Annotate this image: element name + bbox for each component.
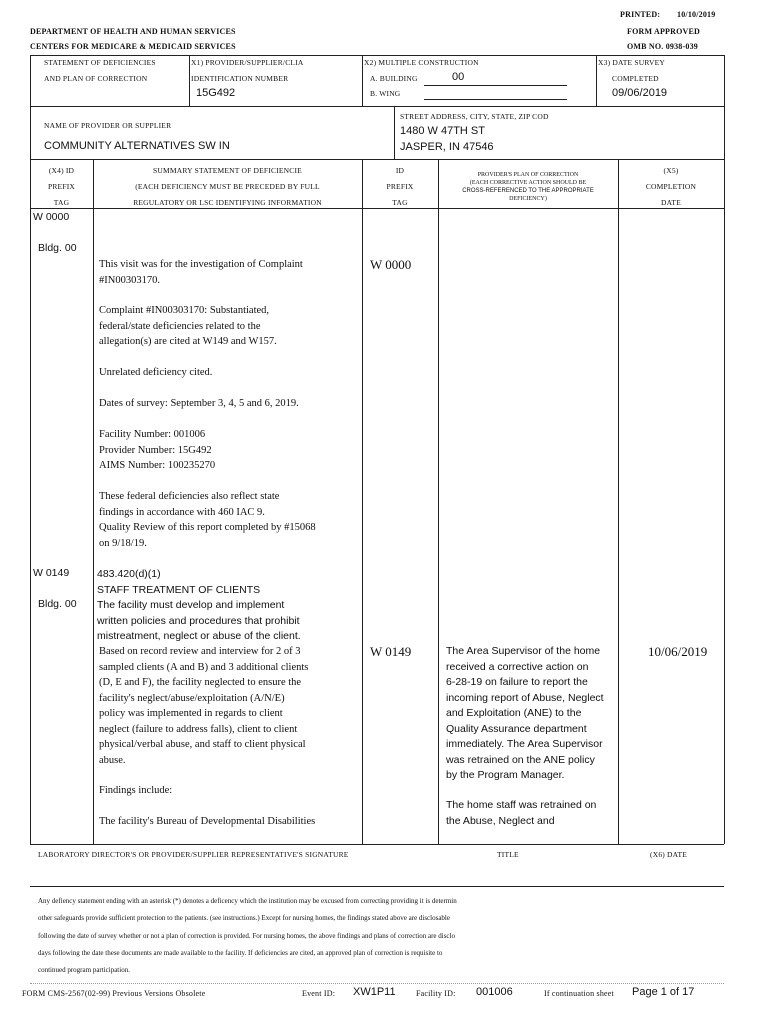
id-header-3: TAG xyxy=(392,198,408,207)
x5-header-3: DATE xyxy=(661,198,681,207)
complaint-paragraph: Complaint #IN00303170: Substantiated, federal/state deficiencies related to the allegation(s) are cited at W149 and W157. xyxy=(99,305,277,347)
facility-numbers-paragraph: Facility Number: 001006 Provider Number: 15G492 AIMS Number: 100235270 xyxy=(99,429,216,471)
facility-id-label: Facility ID: xyxy=(416,989,456,998)
dates-paragraph: Dates of survey: September 3, 4, 5 and 6, 2019. xyxy=(99,398,299,409)
x5-header-1: (X5) xyxy=(663,166,679,175)
sod-label: STATEMENT OF DEFICIENCIES xyxy=(44,58,156,67)
signature-label: LABORATORY DIRECTOR'S OR PROVIDER/SUPPLIER REPRESENTATIVE'S SIGNATURE xyxy=(38,850,349,859)
continuation-label: If continuation sheet xyxy=(544,989,614,998)
based-on-paragraph: Based on record review and interview for 2 of 3 sampled clients (A and B) and 3 additional clients (D, E and F), the facility neglected to ensure the facility's neglect/abuse/exploitation (A/N/E) policy was implemented in regards to client neglect (failure to address falls), client to client physical/verbal abuse, and staff to client physical abuse. xyxy=(99,646,309,766)
plan-of-correction-1: The Area Supervisor of the home received a corrective action on 6-28-19 on failure to report the incoming report of Abuse, Neglect and Exploitation (ANE) to the Quality Assurance department immediately. The Area Supervisor was retrained on the ANE policy by the Program Manager. xyxy=(446,645,604,781)
plan-of-correction-2: The home staff was retrained on the Abuse, Neglect and xyxy=(446,799,597,827)
regulation-text: 483.420(d)(1) STAFF TREATMENT OF CLIENTS The facility must develop and implement written policies and procedures that prohibit mistreatment, neglect or abuse of the client. xyxy=(97,568,301,642)
summary-header-1: SUMMARY STATEMENT OF DEFICIENCIE xyxy=(153,166,302,175)
tag-w0149: W 0149 xyxy=(33,567,70,579)
address-label: STREET ADDRESS, CITY, STATE, ZIP COD xyxy=(400,112,549,121)
building-tag-1: Bldg. 00 xyxy=(38,242,77,254)
provider-name-value: COMMUNITY ALTERNATIVES SW IN xyxy=(44,140,230,152)
poc-label: AND PLAN OF CORRECTION xyxy=(44,74,148,83)
printed-date: 10/10/2019 xyxy=(677,10,716,19)
facility-id-value: 001006 xyxy=(476,986,513,998)
plan-header-4: DEFICIENCY) xyxy=(509,196,547,202)
plan-header-1: PROVIDER'S PLAN OF CORRECTION xyxy=(477,172,579,178)
address-line1: 1480 W 47TH ST xyxy=(400,125,485,137)
x4-header-3: TAG xyxy=(53,198,70,207)
address-line2: JASPER, IN 47546 xyxy=(400,141,494,153)
title-label: TITLE xyxy=(497,850,519,859)
provider-id-value: 15G492 xyxy=(196,87,236,99)
tag-w0000: W 0000 xyxy=(33,211,70,223)
x5-header-2: COMPLETION xyxy=(645,182,697,191)
page-number: Page 1 of 17 xyxy=(632,986,695,998)
x3-label: X3) DATE SURVEY xyxy=(598,58,665,67)
event-id-value: XW1P11 xyxy=(353,986,396,998)
bureau-paragraph: The facility's Bureau of Developmental Disabilities xyxy=(99,816,316,827)
id-prefix-w0149: W 0149 xyxy=(370,644,412,659)
building-label: A. BUILDING xyxy=(370,74,418,83)
completed-label: COMPLETED xyxy=(612,74,659,83)
x2-label: X2) MULTIPLE CONSTRUCTION xyxy=(364,58,479,67)
visit-paragraph: This visit was for the investigation of Complaint #IN00303170. xyxy=(99,259,303,286)
form-approved: FORM APPROVED xyxy=(627,27,701,36)
printed-label: PRINTED: xyxy=(620,10,661,19)
findings-include: Findings include: xyxy=(99,785,173,796)
survey-date-value: 09/06/2019 xyxy=(612,87,668,99)
x1-label: X1) PROVIDER/SUPPLIER/CLIA xyxy=(191,58,304,67)
wing-label: B. WING xyxy=(370,89,401,98)
id-prefix-w0000: W 0000 xyxy=(370,257,412,272)
department-title: DEPARTMENT OF HEALTH AND HUMAN SERVICES xyxy=(30,27,236,36)
state-findings-paragraph: These federal deficiencies also reflect state findings in accordance with 460 IAC 9. Quality Review of this report completed by #15068 on 9/18/19. xyxy=(99,491,316,549)
form-number: FORM CMS-2567(02-99) Previous Versions Obsolete xyxy=(22,989,206,998)
disclaimer-text: Any defiency statement ending with an asterisk (*) denotes a deficency which the institution may be excused from correcting providing it is determin other safeguards provide sufficient protection to the patients. (see instructions.) Except for nursing homes, the findings stated above are disclosable following the date of survey whether or not a plan of correction is provided. For nursing homes, the above findings and plans of correction are disclo days following the date these documents are made available to the facility. If deficiencies are cited, an approved plan of correction is requisite to continued program participation. xyxy=(38,897,457,975)
x4-header-2: PREFIX xyxy=(47,182,76,191)
x4-header-1: (X4) ID xyxy=(48,166,75,175)
identification-label: IDENTIFICATION NUMBER xyxy=(191,74,289,83)
summary-header-3: REGULATORY OR LSC IDENTIFYING INFORMATION xyxy=(133,198,322,207)
summary-header-2: (EACH DEFICIENCY MUST BE PRECEDED BY FULL xyxy=(135,182,320,191)
plan-header-2: (EACH CORRECTIVE ACTION SHOULD BE xyxy=(469,180,587,186)
unrelated-paragraph: Unrelated deficiency cited. xyxy=(99,367,213,378)
agency-title: CENTERS FOR MEDICARE & MEDICAID SERVICES xyxy=(30,42,236,51)
building-tag-2: Bldg. 00 xyxy=(38,598,77,610)
id-header-2: PREFIX xyxy=(386,182,414,191)
completion-date: 10/06/2019 xyxy=(648,644,708,659)
omb-number: OMB NO. 0938-039 xyxy=(627,42,698,51)
date-label: (X6) DATE xyxy=(650,850,688,859)
event-id-label: Event ID: xyxy=(302,989,336,998)
id-header-1: ID xyxy=(395,166,405,175)
provider-name-label: NAME OF PROVIDER OR SUPPLIER xyxy=(44,121,172,130)
building-value: 00 xyxy=(452,71,465,83)
plan-header-3: CROSS-REFERENCED TO THE APPROPRIATE xyxy=(462,188,594,194)
